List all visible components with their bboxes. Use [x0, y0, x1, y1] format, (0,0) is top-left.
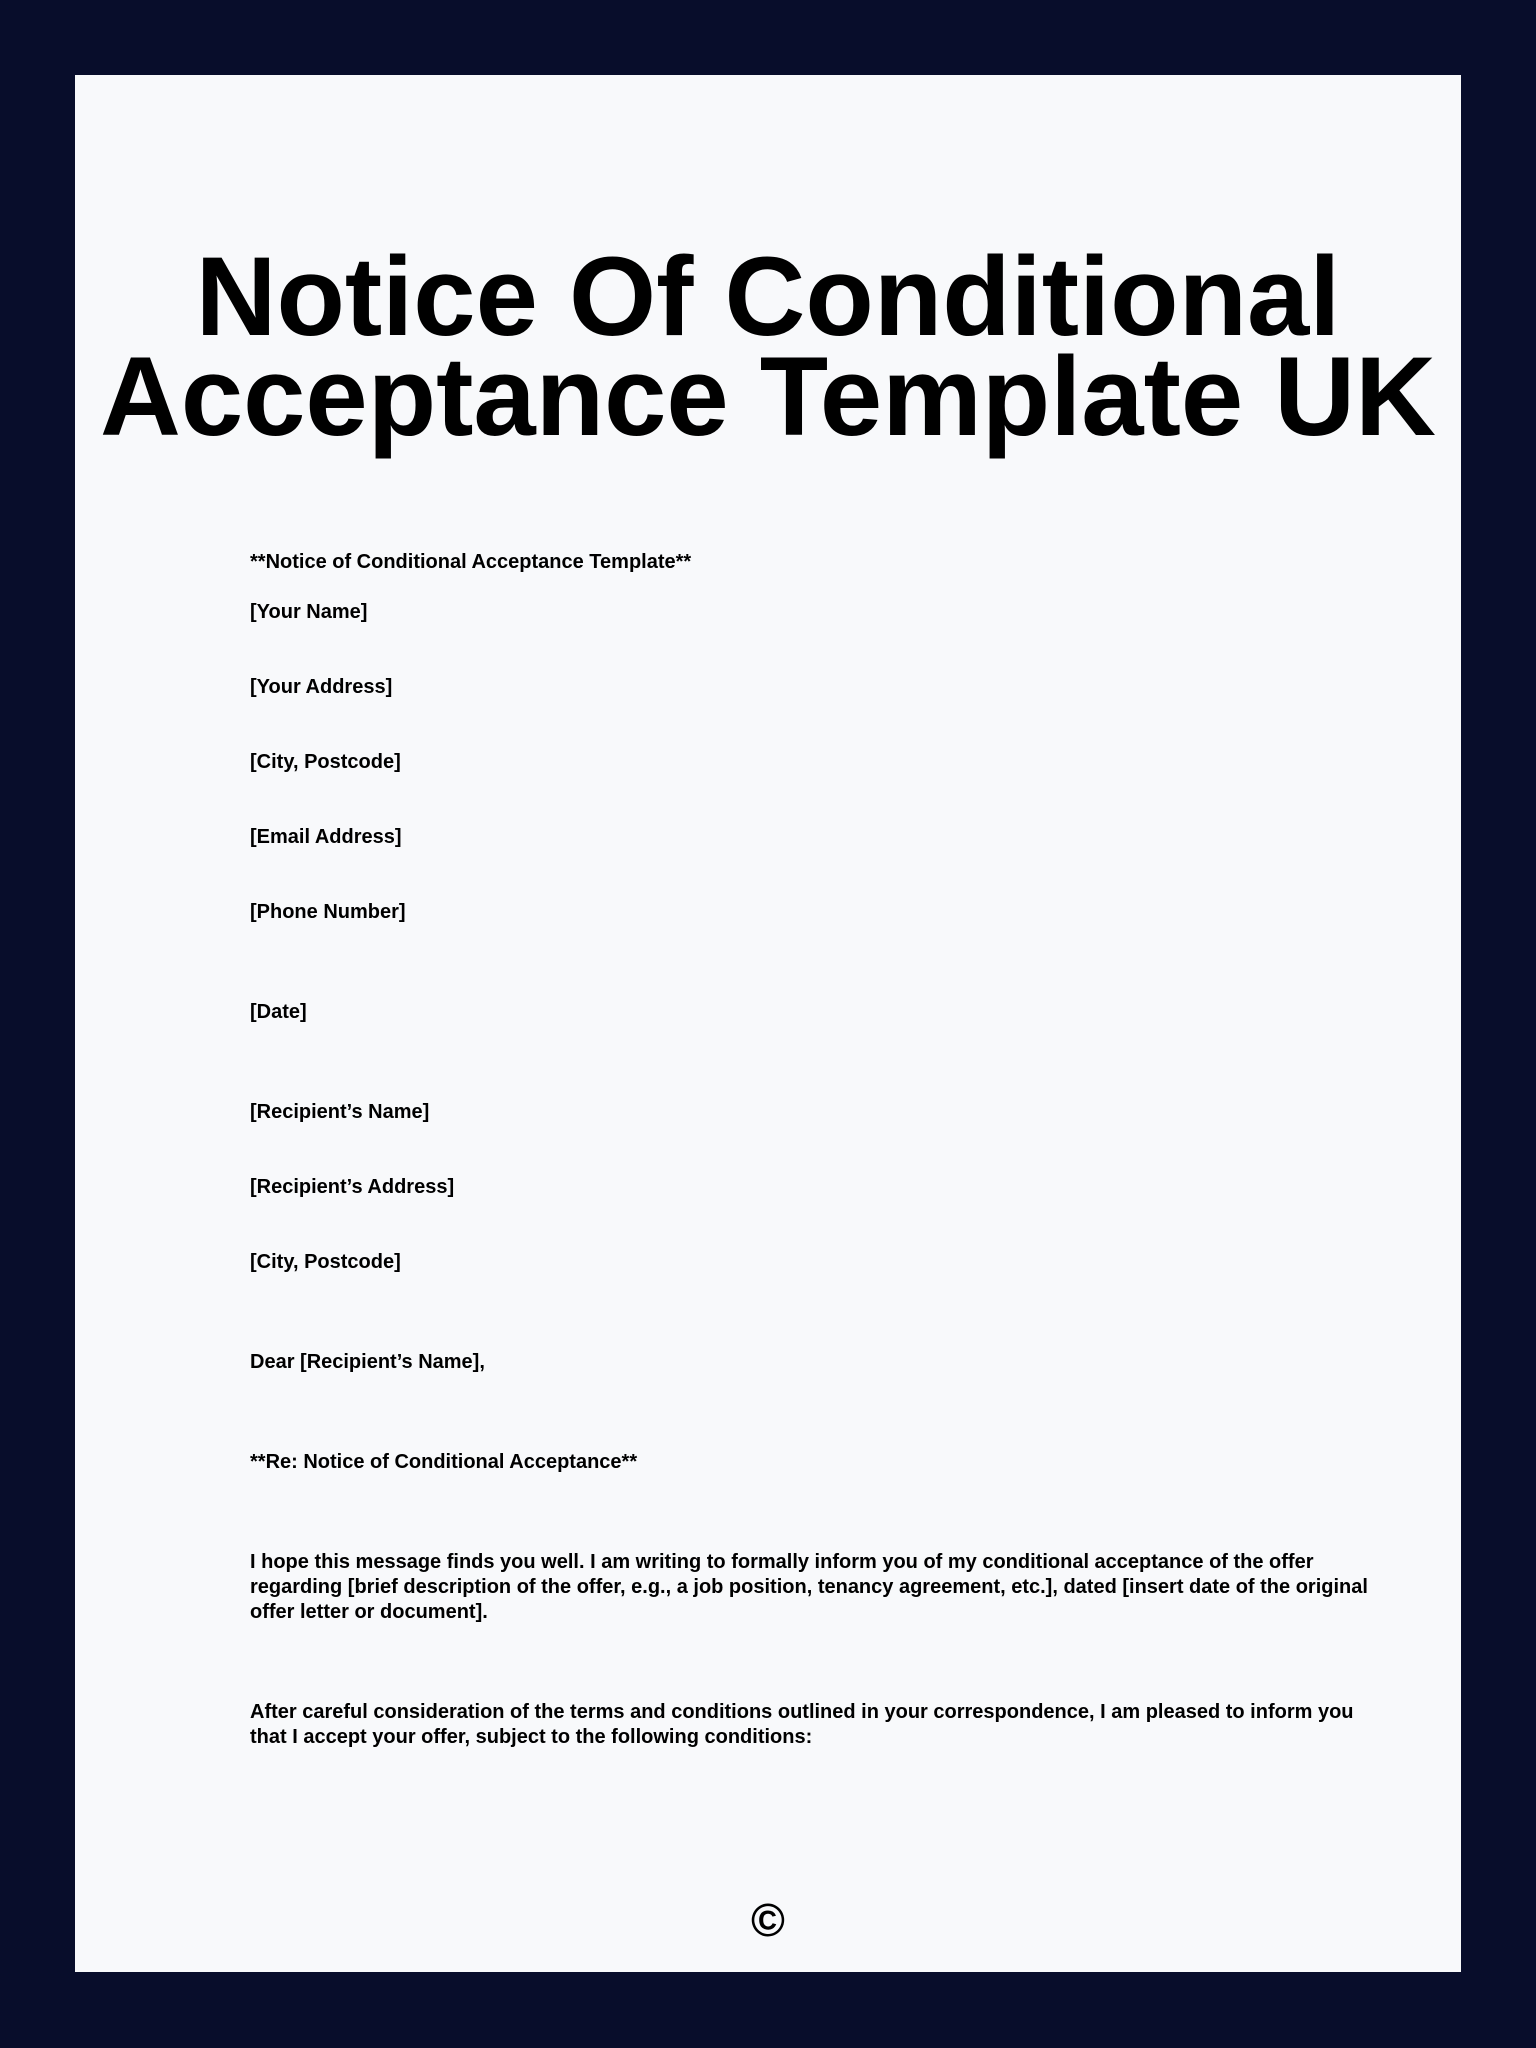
sender-email: [Email Address] — [250, 826, 402, 848]
template-heading: **Notice of Conditional Acceptance Template** — [250, 551, 692, 573]
sender-address: [Your Address] — [250, 676, 393, 698]
copyright-icon: © — [751, 1894, 785, 1946]
document-title — [75, 234, 1461, 459]
paragraph-conditions: After careful consideration of the terms and conditions outlined in your correspondence, I am pleased to inform you that I accept your offer, subject to the following conditions: — [250, 1701, 1354, 1748]
paragraph-intro: I hope this message finds you well. I am writing to formally inform you of my conditional acceptance of the offer regarding [brief description of the offer, e.g., a job position, tenancy agreement, etc.], dated [insert date of the original offer letter or document]. — [250, 1551, 1368, 1623]
letter-date: [Date] — [250, 1001, 307, 1023]
recipient-city-postcode: [City, Postcode] — [250, 1251, 401, 1273]
recipient-name: [Recipient’s Name] — [250, 1101, 430, 1123]
sender-name: [Your Name] — [250, 601, 368, 623]
recipient-address: [Recipient’s Address] — [250, 1176, 455, 1198]
document-page — [75, 75, 1461, 1972]
document-title-line-1: Notice Of Conditional — [195, 234, 1341, 359]
subject-line: **Re: Notice of Conditional Acceptance** — [250, 1451, 638, 1473]
salutation: Dear [Recipient’s Name], — [250, 1351, 485, 1373]
sender-phone: [Phone Number] — [250, 901, 406, 923]
sender-city-postcode: [City, Postcode] — [250, 751, 401, 773]
document-title-line-2: Acceptance Template UK — [99, 334, 1437, 459]
